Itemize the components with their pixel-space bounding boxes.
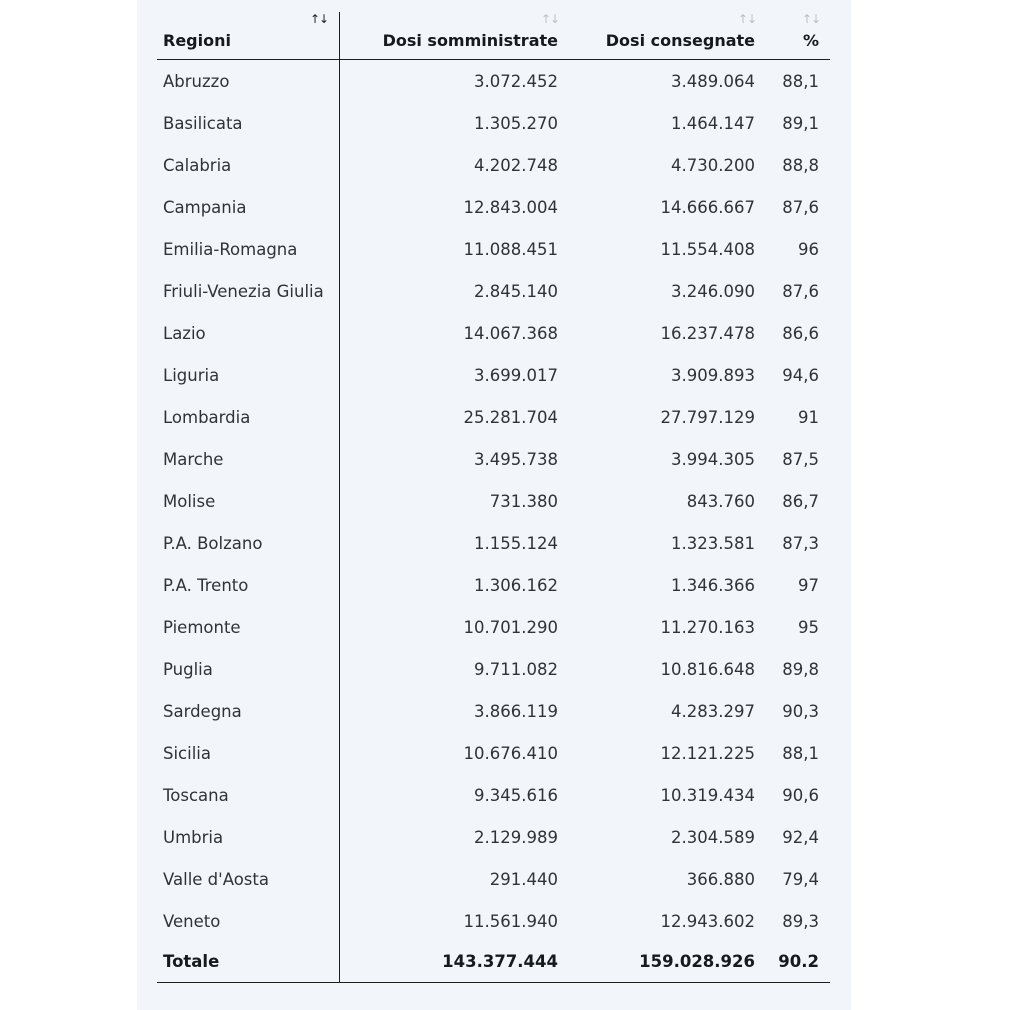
delivered-cell: 16.237.478 — [660, 324, 755, 343]
vaccine-doses-table — [157, 0, 830, 983]
region-cell: P.A. Trento — [163, 576, 249, 595]
percent-cell: 89,1 — [782, 114, 819, 133]
delivered-cell: 366.880 — [686, 870, 755, 889]
header-administered[interactable]: Dosi somministrate — [382, 31, 558, 50]
table-row — [157, 61, 830, 103]
administered-cell: 2.845.140 — [474, 282, 558, 301]
administered-cell: 3.495.738 — [474, 450, 558, 469]
percent-cell: 86,7 — [782, 492, 819, 511]
region-cell: Lombardia — [163, 408, 251, 427]
region-cell: Emilia-Romagna — [163, 240, 298, 259]
delivered-cell: 3.246.090 — [671, 282, 755, 301]
region-cell: Campania — [163, 198, 247, 217]
table-row — [157, 565, 830, 607]
table-bottom-border — [157, 982, 830, 983]
administered-cell: 11.088.451 — [463, 240, 558, 259]
delivered-cell: 1.323.581 — [671, 534, 755, 553]
sort-regions-icon[interactable]: ↑↓ — [310, 12, 329, 26]
percent-cell: 88,8 — [782, 156, 819, 175]
total-row — [157, 941, 830, 983]
delivered-cell: 10.319.434 — [660, 786, 755, 805]
administered-cell: 3.866.119 — [474, 702, 558, 721]
header-regions[interactable]: Regioni — [163, 31, 231, 50]
table-row — [157, 229, 830, 271]
percent-cell: 88,1 — [782, 744, 819, 763]
table-row — [157, 103, 830, 145]
sort-percent-icon[interactable]: ↑↓ — [802, 12, 821, 26]
table-row — [157, 901, 830, 943]
administered-cell: 731.380 — [489, 492, 558, 511]
total-administered: 143.377.444 — [442, 952, 558, 971]
administered-cell: 10.701.290 — [463, 618, 558, 637]
region-cell: Puglia — [163, 660, 213, 679]
table-row — [157, 397, 830, 439]
region-cell: Piemonte — [163, 618, 241, 637]
percent-cell: 90,3 — [782, 702, 819, 721]
table-row — [157, 271, 830, 313]
sort-administered-icon[interactable]: ↑↓ — [541, 12, 560, 26]
region-cell: Sicilia — [163, 744, 211, 763]
delivered-cell: 11.270.163 — [660, 618, 755, 637]
percent-cell: 94,6 — [782, 366, 819, 385]
table-row — [157, 313, 830, 355]
administered-cell: 12.843.004 — [463, 198, 558, 217]
administered-cell: 25.281.704 — [463, 408, 558, 427]
percent-cell: 87,3 — [782, 534, 819, 553]
percent-cell: 86,6 — [782, 324, 819, 343]
table-row — [157, 817, 830, 859]
delivered-cell: 12.121.225 — [660, 744, 755, 763]
table-row — [157, 187, 830, 229]
administered-cell: 1.306.162 — [474, 576, 558, 595]
delivered-cell: 843.760 — [686, 492, 755, 511]
region-cell: Basilicata — [163, 114, 243, 133]
region-cell: Umbria — [163, 828, 224, 847]
total-label: Totale — [163, 952, 220, 971]
table-row — [157, 733, 830, 775]
region-cell: Veneto — [163, 912, 221, 931]
table-row — [157, 775, 830, 817]
header-delivered[interactable]: Dosi consegnate — [605, 31, 755, 50]
percent-cell: 87,6 — [782, 282, 819, 301]
delivered-cell: 2.304.589 — [671, 828, 755, 847]
table-row — [157, 355, 830, 397]
percent-cell: 92,4 — [782, 828, 819, 847]
percent-cell: 88,1 — [782, 72, 819, 91]
delivered-cell: 11.554.408 — [660, 240, 755, 259]
administered-cell: 10.676.410 — [463, 744, 558, 763]
region-cell: Lazio — [163, 324, 206, 343]
percent-cell: 90,6 — [782, 786, 819, 805]
administered-cell: 11.561.940 — [463, 912, 558, 931]
table-row — [157, 145, 830, 187]
region-cell: Liguria — [163, 366, 220, 385]
table-row — [157, 523, 830, 565]
total-delivered: 159.028.926 — [639, 952, 755, 971]
administered-cell: 1.305.270 — [474, 114, 558, 133]
region-cell: Friuli-Venezia Giulia — [163, 282, 324, 301]
delivered-cell: 4.283.297 — [671, 702, 755, 721]
percent-cell: 89,8 — [782, 660, 819, 679]
administered-cell: 3.699.017 — [474, 366, 558, 385]
percent-cell: 87,5 — [782, 450, 819, 469]
sort-delivered-icon[interactable]: ↑↓ — [738, 12, 757, 26]
delivered-cell: 12.943.602 — [660, 912, 755, 931]
administered-cell: 9.345.616 — [474, 786, 558, 805]
percent-cell: 87,6 — [782, 198, 819, 217]
table-row — [157, 649, 830, 691]
delivered-cell: 10.816.648 — [660, 660, 755, 679]
region-cell: Calabria — [163, 156, 232, 175]
total-percent: 90.2 — [778, 952, 819, 971]
administered-cell: 2.129.989 — [474, 828, 558, 847]
administered-cell: 14.067.368 — [463, 324, 558, 343]
region-cell: Molise — [163, 492, 216, 511]
region-cell: Abruzzo — [163, 72, 230, 91]
delivered-cell: 1.464.147 — [671, 114, 755, 133]
administered-cell: 9.711.082 — [474, 660, 558, 679]
delivered-cell: 14.666.667 — [660, 198, 755, 217]
delivered-cell: 3.489.064 — [671, 72, 755, 91]
percent-cell: 89,3 — [782, 912, 819, 931]
table-row — [157, 691, 830, 733]
region-cell: Sardegna — [163, 702, 242, 721]
percent-cell: 95 — [798, 618, 819, 637]
percent-cell: 96 — [798, 240, 819, 259]
administered-cell: 291.440 — [489, 870, 558, 889]
table-row — [157, 439, 830, 481]
table-row — [157, 607, 830, 649]
delivered-cell: 27.797.129 — [660, 408, 755, 427]
header-divider — [157, 59, 830, 60]
delivered-cell: 1.346.366 — [671, 576, 755, 595]
delivered-cell: 4.730.200 — [671, 156, 755, 175]
table-row — [157, 481, 830, 523]
delivered-cell: 3.909.893 — [671, 366, 755, 385]
percent-cell: 91 — [798, 408, 819, 427]
table-row — [157, 859, 830, 901]
region-cell: Toscana — [163, 786, 229, 805]
percent-cell: 79,4 — [782, 870, 819, 889]
administered-cell: 1.155.124 — [474, 534, 558, 553]
region-cell: Valle d'Aosta — [163, 870, 269, 889]
percent-cell: 97 — [798, 576, 819, 595]
header-percent[interactable]: % — [802, 31, 819, 50]
delivered-cell: 3.994.305 — [671, 450, 755, 469]
region-cell: P.A. Bolzano — [163, 534, 263, 553]
region-cell: Marche — [163, 450, 224, 469]
administered-cell: 4.202.748 — [474, 156, 558, 175]
administered-cell: 3.072.452 — [474, 72, 558, 91]
